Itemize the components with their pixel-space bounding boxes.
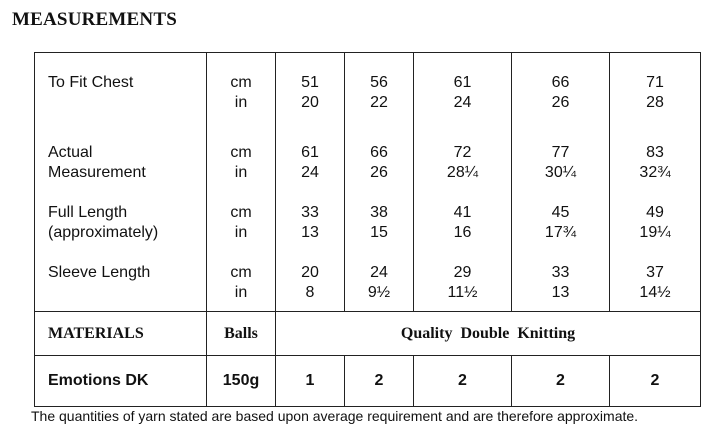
measurement-label (35, 53, 207, 124)
unit-label: in (234, 223, 248, 241)
value-cm: 77 (551, 143, 570, 161)
measurement-label-line: (approximately) (48, 223, 159, 241)
yarn-note: The quantities of yarn stated are based upon average requirement and are therefore approximate. (31, 408, 639, 424)
value-in: 13 (301, 223, 319, 241)
measurement-value-size-4 (512, 53, 610, 124)
measurement-value-size-5 (610, 244, 701, 312)
measurement-value-size-1 (276, 244, 345, 312)
measurement-value-size-5 (610, 53, 701, 124)
measurement-label-line: Sleeve Length (48, 263, 151, 281)
quality-label: Quality Double Knitting (276, 312, 701, 356)
unit-label: in (234, 94, 248, 111)
measurement-units (207, 124, 276, 184)
unit-label: cm (230, 203, 252, 221)
value-cm: 45 (551, 203, 570, 221)
value-in: 26 (551, 94, 570, 111)
value-cm: 61 (301, 143, 319, 161)
value-cm: 24 (370, 263, 388, 281)
yarn-balls-size-3: 2 (414, 356, 512, 407)
measurement-units (207, 244, 276, 312)
unit-label: in (234, 283, 248, 301)
measurement-value-size-2 (345, 124, 414, 184)
measurement-label-line: Actual (48, 143, 93, 161)
unit-label: cm (230, 74, 252, 91)
measurement-value-size-1 (276, 184, 345, 244)
value-in: 8 (305, 283, 315, 301)
yarn-weight: 150g (207, 356, 276, 407)
measurement-value-size-2 (345, 244, 414, 312)
value-cm: 71 (646, 74, 664, 91)
value-cm: 37 (646, 263, 664, 281)
yarn-balls-size-1: 1 (276, 356, 345, 407)
measurement-value-size-3 (414, 53, 512, 124)
measurement-value-size-1 (276, 124, 345, 184)
value-cm: 38 (370, 203, 388, 221)
measurement-value-size-1 (276, 53, 345, 124)
measurement-row (35, 53, 701, 124)
value-in: 13 (551, 283, 570, 301)
value-in: 15 (370, 223, 388, 241)
measurement-label-line: Measurement (48, 163, 146, 181)
value-cm: 41 (453, 203, 472, 221)
yarn-name: Emotions DK (35, 356, 207, 407)
value-in: 22 (370, 94, 388, 111)
measurement-value-size-3 (414, 184, 512, 244)
value-cm: 72 (453, 143, 472, 161)
value-in: 30¼ (544, 163, 577, 181)
value-in: 24 (301, 163, 319, 181)
unit-label: cm (230, 143, 252, 161)
value-in: 19¼ (639, 223, 671, 241)
measurement-label (35, 124, 207, 184)
value-in: 11½ (447, 283, 478, 301)
materials-row (35, 312, 701, 356)
value-cm: 33 (301, 203, 319, 221)
measurement-label-line: To Fit Chest (48, 74, 134, 91)
yarn-row (35, 356, 701, 407)
measurements-table (34, 52, 701, 407)
materials-label: MATERIALS (35, 312, 207, 356)
unit-label: in (234, 163, 248, 181)
value-cm: 83 (646, 143, 664, 161)
measurement-value-size-5 (610, 124, 701, 184)
yarn-balls-size-5: 2 (610, 356, 701, 407)
measurement-value-size-2 (345, 53, 414, 124)
measurement-row (35, 184, 701, 244)
measurement-row (35, 244, 701, 312)
value-in: 32¾ (639, 163, 671, 181)
value-in: 28 (646, 94, 664, 111)
measurement-value-size-4 (512, 124, 610, 184)
measurement-value-size-2 (345, 184, 414, 244)
value-cm: 61 (453, 74, 472, 91)
measurement-value-size-3 (414, 124, 512, 184)
balls-label: Balls (207, 312, 276, 356)
value-in: 16 (453, 223, 472, 241)
measurement-value-size-5 (610, 184, 701, 244)
value-cm: 66 (551, 74, 570, 91)
value-in: 9½ (367, 283, 391, 301)
value-in: 26 (370, 163, 388, 181)
measurement-label (35, 184, 207, 244)
measurement-value-size-4 (512, 184, 610, 244)
value-cm: 20 (301, 263, 319, 281)
value-in: 20 (301, 94, 319, 111)
value-cm: 56 (370, 74, 388, 91)
yarn-balls-size-2: 2 (345, 356, 414, 407)
value-cm: 49 (646, 203, 664, 221)
unit-label: cm (230, 263, 252, 281)
value-cm: 51 (301, 74, 319, 91)
value-cm: 33 (551, 263, 570, 281)
value-in: 17¾ (544, 223, 577, 241)
measurement-units (207, 184, 276, 244)
measurement-row (35, 124, 701, 184)
measurement-value-size-4 (512, 244, 610, 312)
measurement-value-size-3 (414, 244, 512, 312)
measurement-units (207, 53, 276, 124)
measurement-label-line: Full Length (48, 203, 128, 221)
value-in: 24 (453, 94, 472, 111)
yarn-balls-size-4: 2 (512, 356, 610, 407)
value-in: 14½ (639, 283, 671, 301)
page-title: MEASUREMENTS (12, 9, 177, 30)
value-in: 28¼ (446, 163, 479, 181)
value-cm: 66 (370, 143, 388, 161)
measurement-label (35, 244, 207, 312)
value-cm: 29 (453, 263, 472, 281)
